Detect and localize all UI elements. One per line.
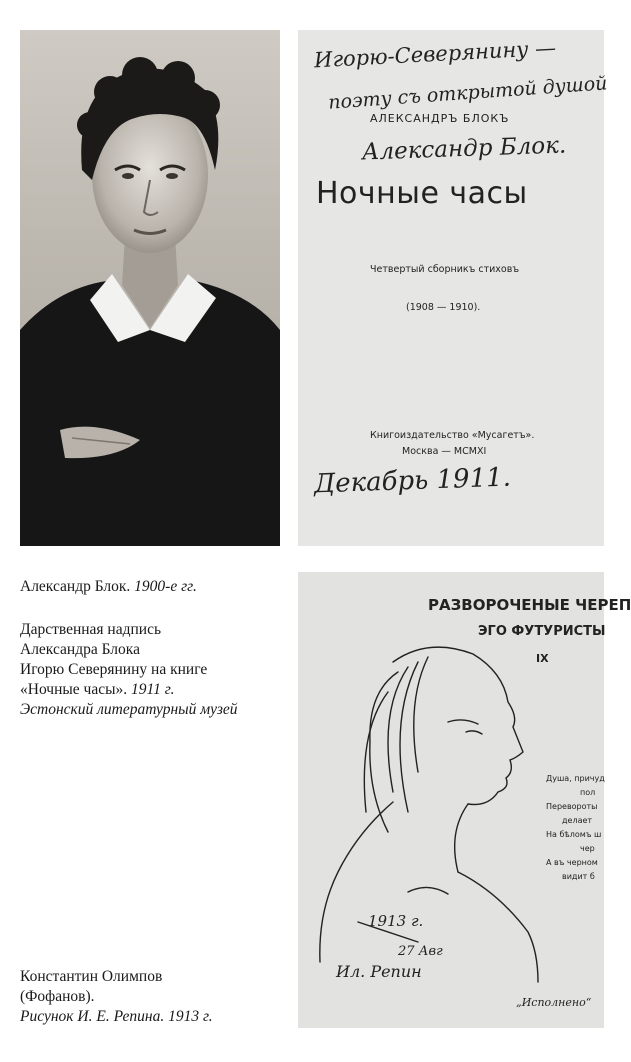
drawing-caption-line-1: Константин Олимпов bbox=[20, 968, 163, 985]
book-subtitle: Четвертый сборникъ стиховъ bbox=[370, 264, 520, 275]
poem-fragment bbox=[546, 772, 605, 884]
book-city-year: Москва — MCMXI bbox=[402, 446, 487, 457]
poem-line: делает bbox=[562, 816, 593, 825]
corner-signature: „Исполнено“ bbox=[516, 996, 592, 1009]
photo-caption-date: 1900-е гг. bbox=[134, 578, 197, 595]
inscription-caption-date: 1911 г. bbox=[131, 681, 175, 698]
book-author: АЛЕКСАНДРЪ БЛОКЪ bbox=[370, 112, 510, 125]
inscription-caption-museum: Эстонский литературный музей bbox=[20, 701, 238, 718]
inscription-caption bbox=[20, 620, 238, 720]
poem-line: чер bbox=[580, 844, 595, 853]
book-publisher: Книгоиздательство «Мусагетъ». bbox=[370, 430, 535, 441]
blok-signature: Александр Блок. bbox=[361, 132, 567, 166]
repin-drawing bbox=[298, 572, 631, 1028]
inscription-line-1: Игорю-Северянину — bbox=[313, 35, 557, 73]
inscription-caption-line-1: Дарственная надпись bbox=[20, 621, 162, 638]
poem-line: Душа, причуд bbox=[546, 774, 605, 783]
book-title-page bbox=[298, 30, 609, 546]
drawing-caption-line-2: (Фофанов). bbox=[20, 988, 95, 1005]
drawing-header-3: IX bbox=[536, 652, 549, 665]
drawing-caption-line-3: Рисунок И. Е. Репина. 1913 г. bbox=[20, 1008, 213, 1025]
blok-portrait-photo bbox=[20, 30, 280, 546]
photo-caption-name: Александр Блок. bbox=[20, 578, 131, 595]
portrait-drawing bbox=[20, 30, 280, 546]
drawing-header-2: ЭГО ФУТУРИСТЫ bbox=[478, 624, 606, 639]
repin-signature: Ил. Репин bbox=[336, 962, 422, 981]
photo-caption bbox=[20, 577, 197, 597]
drawing-caption bbox=[20, 967, 213, 1027]
poem-line: видит б bbox=[562, 872, 595, 881]
sketch-day: 27 Авг bbox=[398, 944, 443, 959]
drawing-header-1: РАЗВОРОЧЕНЫЕ ЧЕРЕП bbox=[428, 596, 631, 614]
inscription-caption-title: «Ночные часы». bbox=[20, 681, 128, 698]
inscription-line-2: поэту съ открытой душой bbox=[327, 72, 609, 114]
inscription-date: Декабрь 1911. bbox=[313, 462, 512, 500]
poem-line: А въ черном bbox=[546, 858, 598, 867]
poem-line: пол bbox=[580, 788, 596, 797]
book-title: Ночные часы bbox=[316, 176, 528, 211]
poem-line: Перевороты bbox=[546, 802, 598, 811]
inscription-caption-line-2: Александра Блока bbox=[20, 641, 140, 658]
inscription-caption-line-3: Игорю Северянину на книге bbox=[20, 661, 208, 678]
poem-line: На бѣломъ ш bbox=[546, 830, 602, 839]
book-years: (1908 — 1910). bbox=[406, 302, 481, 313]
sketch-head-drawing bbox=[298, 632, 548, 992]
sketch-date: 1913 г. bbox=[368, 912, 424, 930]
